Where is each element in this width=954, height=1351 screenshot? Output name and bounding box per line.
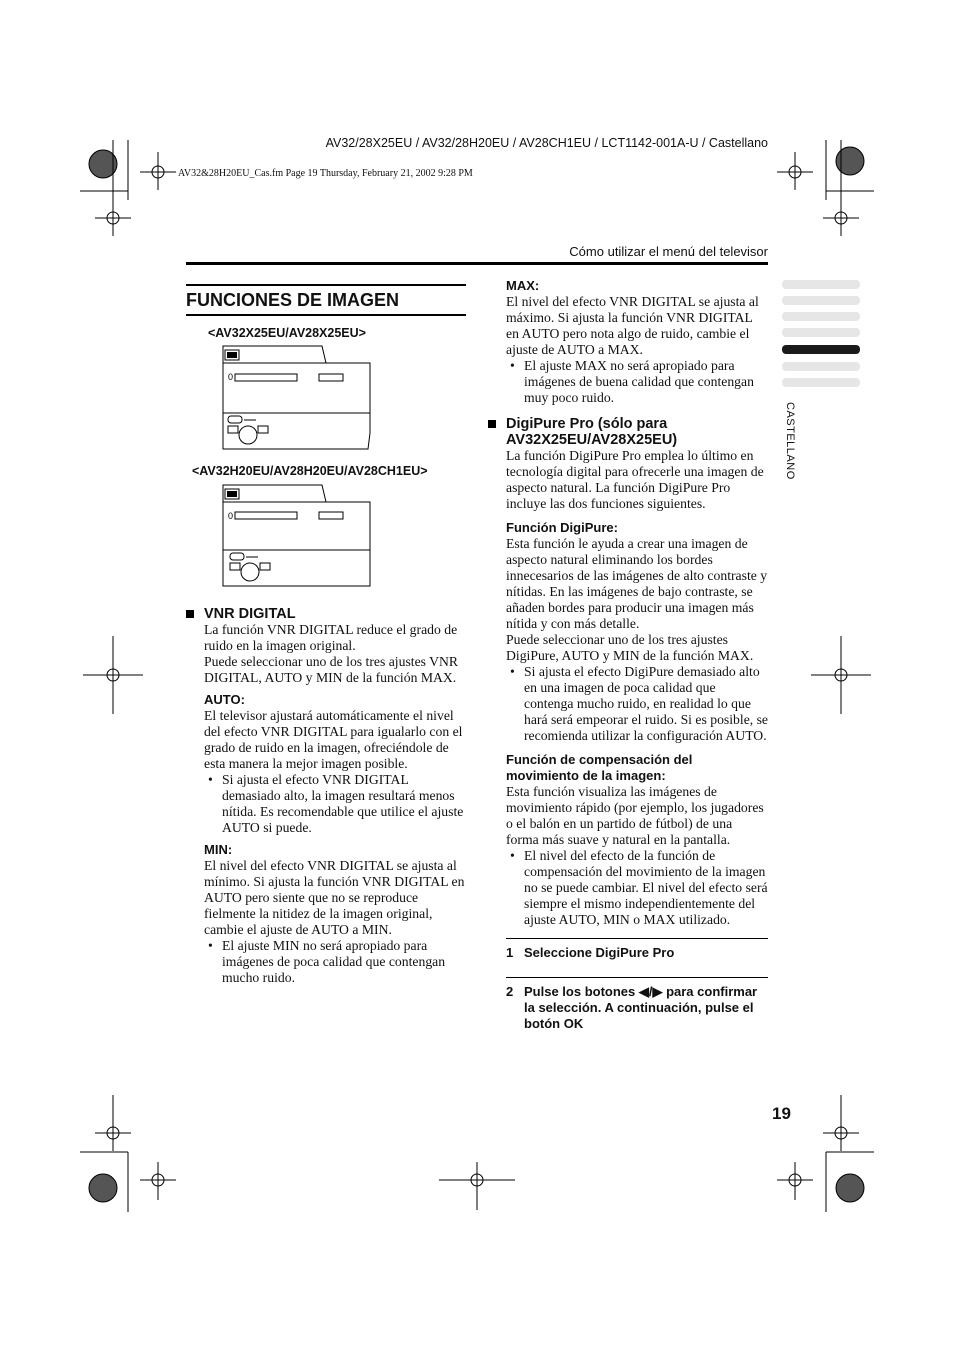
- model-label-1: <AV32X25EU/AV28X25EU>: [208, 326, 366, 340]
- section-heading-digipure: DigiPure Pro (sólo para AV32X25EU/AV28X25EU): [488, 416, 768, 448]
- subheading-funcion-digipure: Función DigiPure:: [506, 520, 618, 535]
- section-title: Cómo utilizar el menú del televisor: [569, 244, 768, 259]
- paragraph: Puede seleccionar uno de los tres ajustes DigiPure, AUTO y MIN de la función MAX.: [506, 632, 754, 663]
- svg-text:0: 0: [228, 372, 234, 382]
- section-heading-vnr: VNR DIGITAL: [186, 606, 468, 622]
- page-title: FUNCIONES DE IMAGEN: [186, 290, 400, 310]
- side-tab: [782, 378, 860, 387]
- left-text-column: [186, 596, 468, 986]
- bullet-item: • Si ajusta el efecto DigiPure demasiado alto en una imagen de poca calidad que contenga mucho ruido, en realidad lo que hará será empeorar el ruido. Si es posible, se recomienda utilizar la configuración AUTO.: [524, 664, 768, 744]
- subheading-auto: AUTO:: [204, 692, 245, 707]
- file-info: AV32&28H20EU_Cas.fm Page 19 Thursday, February 21, 2002 9:28 PM: [178, 168, 473, 179]
- step-1: 1 Seleccione DigiPure Pro: [506, 938, 768, 961]
- language-label: CASTELLANO: [784, 402, 796, 480]
- side-tab: [782, 312, 860, 321]
- paragraph: Esta función visualiza las imágenes de movimiento rápido (por ejemplo, los jugadores o el balón en un partido de fútbol) de una forma más suave y natural en la pantalla.: [506, 784, 764, 847]
- right-text-column: [506, 278, 768, 1032]
- side-tab: [782, 280, 860, 289]
- paragraph: El televisor ajustará automáticamente el nivel del efecto VNR DIGITAL para igualarlo con el grado de ruido en la imagen, ofreciéndole de esta manera la mejor imagen posible.: [204, 708, 463, 771]
- square-bullet-icon: [186, 610, 194, 618]
- menu-screen-illustration-2: [222, 484, 374, 588]
- bullet-item: • El nivel del efecto de la función de compensación del movimiento de la imagen no se puede cambiar. El nivel del efecto será siempre el mismo independientemente del ajuste AUTO, MIN o MAX utilizado.: [524, 848, 768, 928]
- side-tab: [782, 296, 860, 305]
- square-bullet-icon: [488, 420, 496, 428]
- side-tab: [782, 362, 860, 371]
- model-label-2: <AV32H20EU/AV28H20EU/AV28CH1EU>: [192, 464, 428, 478]
- model-codes: AV32/28X25EU / AV32/28H20EU / AV28CH1EU / LCT1142-001A-U / Castellano: [325, 136, 768, 150]
- paragraph: El nivel del efecto VNR DIGITAL se ajusta al máximo. Si ajusta la función VNR DIGITAL en AUTO pero nota algo de ruido, cambie el ajuste de AUTO a MAX.: [506, 294, 759, 357]
- bullet-item: • El ajuste MAX no será apropiado para imágenes de buena calidad que contengan muy poco ruido.: [524, 358, 768, 406]
- side-tab: [782, 328, 860, 337]
- title-rule-bottom: [186, 314, 466, 316]
- bullet-item: • El ajuste MIN no será apropiado para imágenes de poca calidad que contengan mucho ruido.: [222, 938, 468, 986]
- title-rule-top: [186, 284, 466, 286]
- side-tab-active: [782, 345, 860, 354]
- subheading-max: MAX:: [506, 278, 540, 293]
- svg-text:0: 0: [228, 511, 234, 521]
- paragraph: Esta función le ayuda a crear una imagen de aspecto natural eliminando los bordes innecesarios de las imágenes de alto contraste y nítidas. En las imágenes de bajo contraste, se añaden bordes para producir una imagen más nítida y con más detalle.: [506, 536, 768, 631]
- paragraph: El nivel del efecto VNR DIGITAL se ajusta al mínimo. Si ajusta la función VNR DIGITAL en AUTO pero siente que no se reproduce fielmente la nitidez de la imagen original, cambie el ajuste de AUTO a MIN.: [204, 858, 465, 937]
- step-2: 2 Pulse los botones ◀/▶ para confirmar la selección. A continuación, pulse el botón OK: [506, 977, 768, 1032]
- paragraph: La función DigiPure Pro emplea lo último en tecnología digital para ofrecerle una imagen de aspecto natural. La función DigiPure Pro incluye las dos funciones siguientes.: [506, 448, 764, 511]
- paragraph: Puede seleccionar uno de los tres ajustes VNR DIGITAL, AUTO y MIN de la función MAX.: [204, 654, 459, 685]
- menu-screen-illustration-1: [222, 345, 374, 451]
- subheading-min: MIN:: [204, 842, 233, 857]
- subheading-compensacion: Función de compensación del movimiento de la imagen:: [506, 752, 693, 783]
- page-number: 19: [772, 1104, 791, 1123]
- bullet-item: • Si ajusta el efecto VNR DIGITAL demasiado alto, la imagen resultará menos nítida. Es recomendable que utilice el ajuste AUTO si puede.: [222, 772, 468, 836]
- paragraph: La función VNR DIGITAL reduce el grado de ruido en la imagen original.: [204, 622, 458, 653]
